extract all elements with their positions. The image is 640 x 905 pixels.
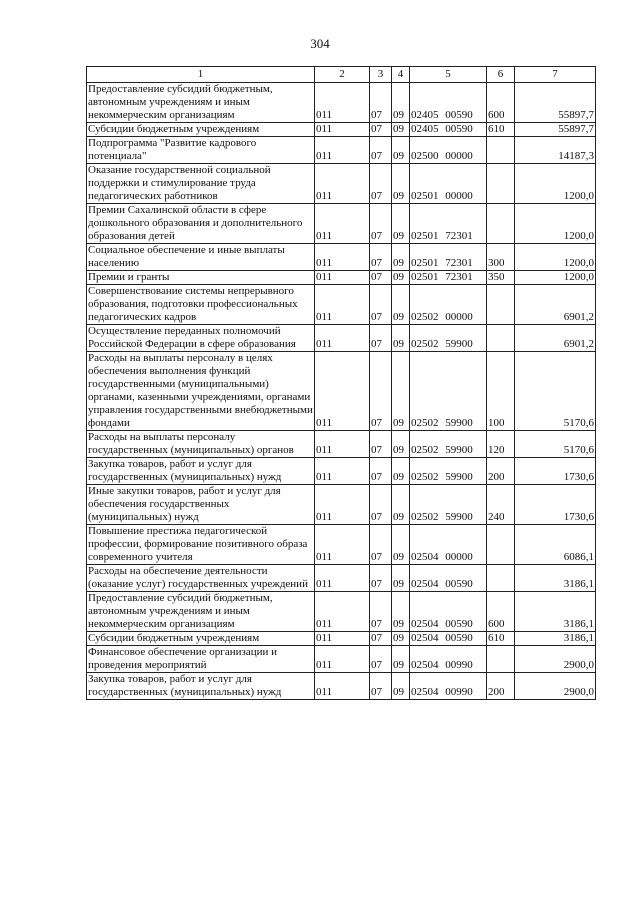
row-subsection: 09 [392, 271, 410, 285]
row-admin-code: 011 [315, 271, 370, 285]
row-name: Расходы на выплаты персоналу в целях обеспечения выполнения функций государственными (муниципальными) органами, казенными учреждениями, органами управления государственными внебюджетными фондами [88, 352, 313, 429]
row-subsection: 09 [392, 83, 410, 123]
row-amount: 6901,2 [515, 285, 596, 325]
row-target-article: 02504 00990 [410, 673, 487, 700]
row-admin-code: 011 [315, 673, 370, 700]
row-amount: 14187,3 [515, 137, 596, 164]
row-subsection: 09 [392, 204, 410, 244]
row-name: Подпрограмма "Развитие кадрового потенциала" [87, 137, 315, 164]
row-admin-code: 011 [315, 431, 370, 458]
row-target-article: 02405 00590 [410, 123, 487, 137]
row-amount: 2900,0 [515, 646, 596, 673]
row-subsection: 09 [392, 525, 410, 565]
row-section: 07 [370, 458, 392, 485]
table-row [87, 244, 596, 271]
row-name: Повышение престижа педагогической профессии, формирование позитивного образа современного учителя [87, 525, 315, 565]
row-expense-type: 600 [487, 592, 515, 632]
row-expense-type [487, 565, 515, 592]
row-subsection: 09 [392, 325, 410, 352]
row-subsection: 09 [392, 565, 410, 592]
row-target-article: 02405 00590 [410, 83, 487, 123]
row-name: Оказание государственной социальной поддержки и стимулирование труда педагогических работников [87, 164, 315, 204]
row-amount: 1200,0 [515, 164, 596, 204]
row-name: Расходы на обеспечение деятельности (оказание услуг) государственных учреждений [87, 565, 315, 592]
table-row [87, 592, 596, 632]
row-subsection: 09 [392, 352, 410, 431]
row-expense-type: 300 [487, 244, 515, 271]
row-name: Социальное обеспечение и иные выплаты населению [87, 244, 315, 271]
row-admin-code: 011 [315, 592, 370, 632]
row-name: Предоставление субсидий бюджетным, автономным учреждениям и иным некоммерческим организациям [87, 83, 315, 123]
budget-table [86, 66, 596, 700]
header-col-2: 2 [315, 67, 370, 83]
row-amount: 1730,6 [515, 458, 596, 485]
row-name: Финансовое обеспечение организации и проведения мероприятий [87, 646, 315, 673]
table-row [87, 646, 596, 673]
row-admin-code: 011 [315, 632, 370, 646]
row-target-article: 02504 00590 [410, 565, 487, 592]
row-amount: 3186,1 [515, 632, 596, 646]
row-target-article: 02502 59900 [410, 485, 487, 525]
row-name: Совершенствование системы непрерывного образования, подготовки профессиональных педагогических кадров [87, 285, 315, 325]
row-admin-code: 011 [315, 485, 370, 525]
table-row [87, 458, 596, 485]
row-expense-type [487, 285, 515, 325]
row-amount: 55897,7 [515, 123, 596, 137]
row-target-article: 02504 00590 [410, 592, 487, 632]
row-name: Премии Сахалинской области в сфере дошкольного образования и дополнительного образования детей [87, 204, 315, 244]
row-admin-code: 011 [315, 646, 370, 673]
row-amount: 5170,6 [515, 352, 596, 431]
row-section: 07 [370, 632, 392, 646]
table-row [87, 285, 596, 325]
row-expense-type: 200 [487, 673, 515, 700]
row-name: Премии и гранты [87, 271, 315, 285]
row-subsection: 09 [392, 164, 410, 204]
row-section: 07 [370, 325, 392, 352]
row-amount: 3186,1 [515, 565, 596, 592]
row-subsection: 09 [392, 592, 410, 632]
header-col-1: 1 [87, 67, 315, 83]
row-admin-code: 011 [315, 83, 370, 123]
row-section: 07 [370, 485, 392, 525]
row-admin-code: 011 [315, 244, 370, 271]
row-amount: 3186,1 [515, 592, 596, 632]
row-amount: 1200,0 [515, 244, 596, 271]
row-amount: 1730,6 [515, 485, 596, 525]
row-section: 07 [370, 525, 392, 565]
row-name: Закупка товаров, работ и услуг для государственных (муниципальных) нужд [87, 458, 315, 485]
row-expense-type: 350 [487, 271, 515, 285]
row-subsection: 09 [392, 285, 410, 325]
row-target-article: 02501 72301 [410, 271, 487, 285]
table-row [87, 673, 596, 700]
page-number: 304 [310, 36, 330, 51]
row-target-article: 02502 59900 [410, 325, 487, 352]
row-target-article: 02504 00000 [410, 525, 487, 565]
row-admin-code: 011 [315, 204, 370, 244]
row-section: 07 [370, 565, 392, 592]
row-expense-type [487, 204, 515, 244]
row-section: 07 [370, 123, 392, 137]
row-admin-code: 011 [315, 123, 370, 137]
row-admin-code: 011 [315, 525, 370, 565]
row-section: 07 [370, 137, 392, 164]
table-row [87, 123, 596, 137]
row-admin-code: 011 [315, 565, 370, 592]
row-target-article: 02502 59900 [410, 458, 487, 485]
table-row [87, 352, 596, 431]
row-admin-code: 011 [315, 458, 370, 485]
row-section: 07 [370, 164, 392, 204]
row-target-article: 02501 00000 [410, 164, 487, 204]
row-amount: 2900,0 [515, 673, 596, 700]
row-amount: 6901,2 [515, 325, 596, 352]
row-expense-type: 100 [487, 352, 515, 431]
row-admin-code: 011 [315, 352, 370, 431]
row-subsection: 09 [392, 485, 410, 525]
table-row [87, 164, 596, 204]
row-target-article: 02504 00590 [410, 632, 487, 646]
row-target-article: 02500 00000 [410, 137, 487, 164]
row-subsection: 09 [392, 632, 410, 646]
row-section: 07 [370, 285, 392, 325]
row-amount: 1200,0 [515, 271, 596, 285]
row-name: Субсидии бюджетным учреждениям [87, 632, 315, 646]
row-name: Иные закупки товаров, работ и услуг для обеспечения государственных (муниципальных) нужд [87, 485, 315, 525]
row-section: 07 [370, 673, 392, 700]
row-target-article: 02504 00990 [410, 646, 487, 673]
row-target-article: 02502 00000 [410, 285, 487, 325]
row-section: 07 [370, 83, 392, 123]
row-subsection: 09 [392, 673, 410, 700]
table-row [87, 325, 596, 352]
row-target-article: 02502 59900 [410, 431, 487, 458]
row-expense-type: 610 [487, 632, 515, 646]
row-subsection: 09 [392, 137, 410, 164]
row-name: Осуществление переданных полномочий Российской Федерации в сфере образования [87, 325, 315, 352]
row-section: 07 [370, 271, 392, 285]
table-row [87, 83, 596, 123]
row-subsection: 09 [392, 123, 410, 137]
row-amount: 5170,6 [515, 431, 596, 458]
row-subsection: 09 [392, 244, 410, 271]
table-row [87, 485, 596, 525]
row-name: Закупка товаров, работ и услуг для государственных (муниципальных) нужд [87, 673, 315, 700]
row-expense-type [487, 164, 515, 204]
header-col-3: 3 [370, 67, 392, 83]
row-subsection: 09 [392, 646, 410, 673]
row-admin-code: 011 [315, 325, 370, 352]
table-body [87, 83, 596, 700]
row-target-article: 02501 72301 [410, 244, 487, 271]
row-admin-code: 011 [315, 285, 370, 325]
table-row [87, 204, 596, 244]
table-row [87, 431, 596, 458]
row-amount: 1200,0 [515, 204, 596, 244]
row-subsection: 09 [392, 431, 410, 458]
row-expense-type [487, 525, 515, 565]
header-col-5: 5 [410, 67, 487, 83]
table-header [87, 67, 596, 83]
row-expense-type: 600 [487, 83, 515, 123]
table-row [87, 271, 596, 285]
row-name: Расходы на выплаты персоналу государственных (муниципальных) органов [87, 431, 315, 458]
row-admin-code: 011 [315, 137, 370, 164]
row-expense-type: 120 [487, 431, 515, 458]
row-section: 07 [370, 204, 392, 244]
row-expense-type: 610 [487, 123, 515, 137]
header-col-6: 6 [487, 67, 515, 83]
header-col-4: 4 [392, 67, 410, 83]
row-expense-type [487, 137, 515, 164]
header-row [87, 67, 596, 83]
row-expense-type: 240 [487, 485, 515, 525]
row-section: 07 [370, 431, 392, 458]
row-expense-type: 200 [487, 458, 515, 485]
row-name: Субсидии бюджетным учреждениям [87, 123, 315, 137]
row-expense-type [487, 325, 515, 352]
row-name: Предоставление субсидий бюджетным, автономным учреждениям и иным некоммерческим организациям [87, 592, 315, 632]
row-subsection: 09 [392, 458, 410, 485]
table-row [87, 525, 596, 565]
header-col-7: 7 [515, 67, 596, 83]
table-row [87, 137, 596, 164]
row-expense-type [487, 646, 515, 673]
row-amount: 6086,1 [515, 525, 596, 565]
row-admin-code: 011 [315, 164, 370, 204]
row-section: 07 [370, 352, 392, 431]
row-target-article: 02502 59900 [410, 352, 487, 431]
row-section: 07 [370, 646, 392, 673]
row-amount: 55897,7 [515, 83, 596, 123]
table-row [87, 565, 596, 592]
row-target-article: 02501 72301 [410, 204, 487, 244]
table-row [87, 632, 596, 646]
row-section: 07 [370, 244, 392, 271]
row-section: 07 [370, 592, 392, 632]
